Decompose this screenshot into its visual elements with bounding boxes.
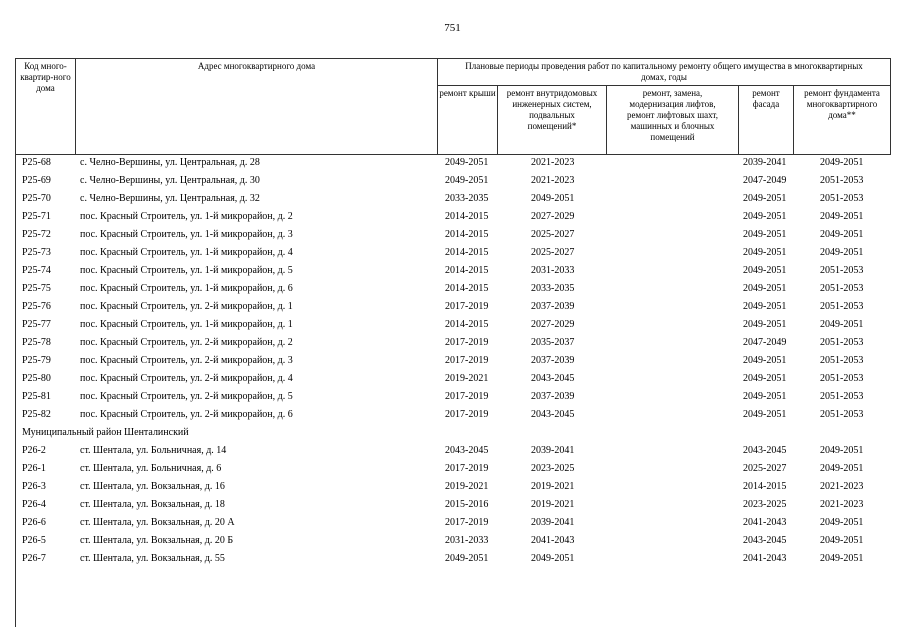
cell-code: Р26-4: [22, 499, 46, 510]
cell-code: Р25-79: [22, 355, 51, 366]
cell-address: с. Челно-Вершины, ул. Центральная, д. 30: [80, 175, 260, 186]
cell-foundation: 2049-2051: [820, 247, 864, 258]
section-title: Муниципальный район Шенталинский: [22, 427, 189, 438]
cell-address: с. Челно-Вершины, ул. Центральная, д. 32: [80, 193, 260, 204]
cell-facade: 2043-2045: [743, 445, 787, 456]
cell-foundation: 2051-2053: [820, 391, 864, 402]
cell-address: ст. Шентала, ул. Вокзальная, д. 16: [80, 481, 225, 492]
cell-engineering: 2027-2029: [531, 211, 575, 222]
cell-code: Р25-77: [22, 319, 51, 330]
table-row: [0, 442, 905, 460]
cell-code: Р25-68: [22, 157, 51, 168]
cell-roof: 2031-2033: [445, 535, 489, 546]
cell-engineering: 2035-2037: [531, 337, 575, 348]
table-row: [0, 460, 905, 478]
cell-code: Р26-2: [22, 445, 46, 456]
cell-engineering: 2021-2023: [531, 157, 575, 168]
cell-facade: 2049-2051: [743, 301, 787, 312]
cell-roof: 2014-2015: [445, 283, 489, 294]
cell-facade: 2049-2051: [743, 247, 787, 258]
cell-address: пос. Красный Строитель, ул. 2-й микрорайон, д. 1: [80, 301, 293, 312]
cell-foundation: 2021-2023: [820, 499, 864, 510]
cell-code: Р26-6: [22, 517, 46, 528]
table-row: [0, 190, 905, 208]
cell-code: Р25-69: [22, 175, 51, 186]
cell-roof: 2014-2015: [445, 211, 489, 222]
cell-code: Р26-3: [22, 481, 46, 492]
cell-code: Р26-1: [22, 463, 46, 474]
cell-facade: 2025-2027: [743, 463, 787, 474]
cell-facade: 2049-2051: [743, 211, 787, 222]
cell-foundation: 2049-2051: [820, 229, 864, 240]
cell-engineering: 2049-2051: [531, 193, 575, 204]
table-row: [0, 154, 905, 172]
cell-roof: 2014-2015: [445, 247, 489, 258]
cell-roof: 2017-2019: [445, 337, 489, 348]
table-row: [0, 244, 905, 262]
header-address: Адрес многоквартирного дома: [197, 61, 316, 71]
cell-code: Р25-75: [22, 283, 51, 294]
cell-engineering: 2037-2039: [531, 355, 575, 366]
cell-foundation: 2051-2053: [820, 175, 864, 186]
cell-code: Р25-82: [22, 409, 51, 420]
cell-code: Р25-72: [22, 229, 51, 240]
header-foundation: ремонт фундамента многоквартирного дома**: [804, 88, 880, 120]
table-row: [0, 406, 905, 424]
table-row: [0, 280, 905, 298]
cell-engineering: 2025-2027: [531, 229, 575, 240]
cell-address: пос. Красный Строитель, ул. 2-й микрорайон, д. 3: [80, 355, 293, 366]
cell-foundation: 2051-2053: [820, 283, 864, 294]
col-divider: [890, 58, 891, 155]
table-row: [0, 496, 905, 514]
cell-facade: 2039-2041: [743, 157, 787, 168]
header-engineering: ремонт внутридомовых инженерных систем, подвальных помещений*: [506, 88, 598, 131]
cell-facade: 2049-2051: [743, 373, 787, 384]
cell-foundation: 2051-2053: [820, 265, 864, 276]
cell-facade: 2047-2049: [743, 337, 787, 348]
cell-roof: 2019-2021: [445, 373, 489, 384]
cell-engineering: 2041-2043: [531, 535, 575, 546]
cell-code: Р25-80: [22, 373, 51, 384]
cell-engineering: 2049-2051: [531, 553, 575, 564]
cell-facade: 2049-2051: [743, 229, 787, 240]
cell-code: Р25-71: [22, 211, 51, 222]
cell-engineering: 2021-2023: [531, 175, 575, 186]
cell-roof: 2017-2019: [445, 391, 489, 402]
cell-facade: 2047-2049: [743, 175, 787, 186]
cell-code: Р25-73: [22, 247, 51, 258]
cell-engineering: 2043-2045: [531, 409, 575, 420]
cell-roof: 2049-2051: [445, 553, 489, 564]
cell-foundation: 2049-2051: [820, 535, 864, 546]
cell-address: ст. Шентала, ул. Вокзальная, д. 55: [80, 553, 225, 564]
cell-address: пос. Красный Строитель, ул. 1-й микрорайон, д. 2: [80, 211, 293, 222]
cell-engineering: 2043-2045: [531, 373, 575, 384]
cell-foundation: 2049-2051: [820, 463, 864, 474]
header-facade: ремонт фасада: [752, 88, 780, 109]
cell-code: Р25-70: [22, 193, 51, 204]
cell-engineering: 2037-2039: [531, 391, 575, 402]
cell-foundation: 2049-2051: [820, 445, 864, 456]
cell-address: пос. Красный Строитель, ул. 1-й микрорайон, д. 3: [80, 229, 293, 240]
cell-engineering: 2025-2027: [531, 247, 575, 258]
cell-facade: 2023-2025: [743, 499, 787, 510]
cell-engineering: 2037-2039: [531, 301, 575, 312]
header-code: Код много-квартир-ного дома: [20, 61, 71, 93]
cell-foundation: 2049-2051: [820, 319, 864, 330]
table-header: [0, 0, 905, 160]
cell-address: пос. Красный Строитель, ул. 2-й микрорайон, д. 5: [80, 391, 293, 402]
cell-roof: 2017-2019: [445, 301, 489, 312]
table-row: [0, 514, 905, 532]
cell-engineering: 2019-2021: [531, 499, 575, 510]
cell-address: ст. Шентала, ул. Больничная, д. 6: [80, 463, 222, 474]
cell-facade: 2049-2051: [743, 283, 787, 294]
table-row: [0, 262, 905, 280]
cell-address: с. Челно-Вершины, ул. Центральная, д. 28: [80, 157, 260, 168]
cell-roof: 2017-2019: [445, 463, 489, 474]
cell-foundation: 2051-2053: [820, 301, 864, 312]
cell-address: ст. Шентала, ул. Вокзальная, д. 18: [80, 499, 225, 510]
cell-facade: 2041-2043: [743, 553, 787, 564]
cell-foundation: 2049-2051: [820, 211, 864, 222]
table-row: [0, 172, 905, 190]
header-periods: Плановые периоды проведения работ по капитальному ремонту общего имущества в многоквартирных домах, годы: [465, 61, 863, 82]
cell-foundation: 2051-2053: [820, 373, 864, 384]
cell-code: Р26-5: [22, 535, 46, 546]
cell-roof: 2043-2045: [445, 445, 489, 456]
cell-engineering: 2039-2041: [531, 517, 575, 528]
cell-code: Р26-7: [22, 553, 46, 564]
cell-foundation: 2021-2023: [820, 481, 864, 492]
cell-roof: 2017-2019: [445, 355, 489, 366]
table-body: [0, 154, 905, 568]
cell-facade: 2049-2051: [743, 265, 787, 276]
section-row: [0, 424, 905, 442]
cell-roof: 2019-2021: [445, 481, 489, 492]
cell-roof: 2014-2015: [445, 265, 489, 276]
cell-foundation: 2051-2053: [820, 409, 864, 420]
cell-roof: 2015-2016: [445, 499, 489, 510]
table-row: [0, 316, 905, 334]
cell-foundation: 2051-2053: [820, 337, 864, 348]
cell-roof: 2033-2035: [445, 193, 489, 204]
cell-code: Р25-78: [22, 337, 51, 348]
cell-foundation: 2049-2051: [820, 517, 864, 528]
table-row: [0, 388, 905, 406]
table-row: [0, 478, 905, 496]
table-row: [0, 532, 905, 550]
cell-facade: 2043-2045: [743, 535, 787, 546]
cell-address: ст. Шентала, ул. Вокзальная, д. 20 А: [80, 517, 235, 528]
cell-engineering: 2023-2025: [531, 463, 575, 474]
cell-engineering: 2033-2035: [531, 283, 575, 294]
table-row: [0, 334, 905, 352]
cell-engineering: 2019-2021: [531, 481, 575, 492]
cell-code: Р25-76: [22, 301, 51, 312]
table-row: [0, 208, 905, 226]
cell-foundation: 2051-2053: [820, 193, 864, 204]
cell-facade: 2014-2015: [743, 481, 787, 492]
cell-foundation: 2049-2051: [820, 553, 864, 564]
cell-roof: 2017-2019: [445, 517, 489, 528]
cell-foundation: 2049-2051: [820, 157, 864, 168]
col-divider: [75, 58, 76, 155]
cell-facade: 2041-2043: [743, 517, 787, 528]
cell-address: пос. Красный Строитель, ул. 1-й микрорайон, д. 4: [80, 247, 293, 258]
cell-address: пос. Красный Строитель, ул. 2-й микрорайон, д. 4: [80, 373, 293, 384]
cell-address: ст. Шентала, ул. Вокзальная, д. 20 Б: [80, 535, 234, 546]
cell-code: Р25-74: [22, 265, 51, 276]
cell-facade: 2049-2051: [743, 391, 787, 402]
cell-roof: 2014-2015: [445, 229, 489, 240]
cell-engineering: 2039-2041: [531, 445, 575, 456]
cell-address: пос. Красный Строитель, ул. 1-й микрорайон, д. 5: [80, 265, 293, 276]
cell-address: пос. Красный Строитель, ул. 2-й микрорайон, д. 2: [80, 337, 293, 348]
cell-address: пос. Красный Строитель, ул. 1-й микрорайон, д. 6: [80, 283, 293, 294]
header-elevators: ремонт, замена, модернизация лифтов, ремонт лифтовых шахт, машинных и блочных помещений: [627, 88, 718, 142]
cell-facade: 2049-2051: [743, 193, 787, 204]
header-roof: ремонт крыши: [439, 88, 496, 98]
cell-facade: 2049-2051: [743, 409, 787, 420]
cell-address: ст. Шентала, ул. Больничная, д. 14: [80, 445, 227, 456]
table-row: [0, 298, 905, 316]
cell-foundation: 2051-2053: [820, 355, 864, 366]
cell-roof: 2049-2051: [445, 175, 489, 186]
cell-code: Р25-81: [22, 391, 51, 402]
cell-facade: 2049-2051: [743, 355, 787, 366]
cell-engineering: 2027-2029: [531, 319, 575, 330]
cell-roof: 2049-2051: [445, 157, 489, 168]
table-row: [0, 370, 905, 388]
cell-engineering: 2031-2033: [531, 265, 575, 276]
cell-roof: 2014-2015: [445, 319, 489, 330]
table-row: [0, 226, 905, 244]
table-row: [0, 550, 905, 568]
table-row: [0, 352, 905, 370]
cell-facade: 2049-2051: [743, 319, 787, 330]
cell-address: пос. Красный Строитель, ул. 2-й микрорайон, д. 6: [80, 409, 293, 420]
cell-address: пос. Красный Строитель, ул. 1-й микрорайон, д. 1: [80, 319, 293, 330]
cell-roof: 2017-2019: [445, 409, 489, 420]
page-number: 751: [444, 22, 461, 34]
